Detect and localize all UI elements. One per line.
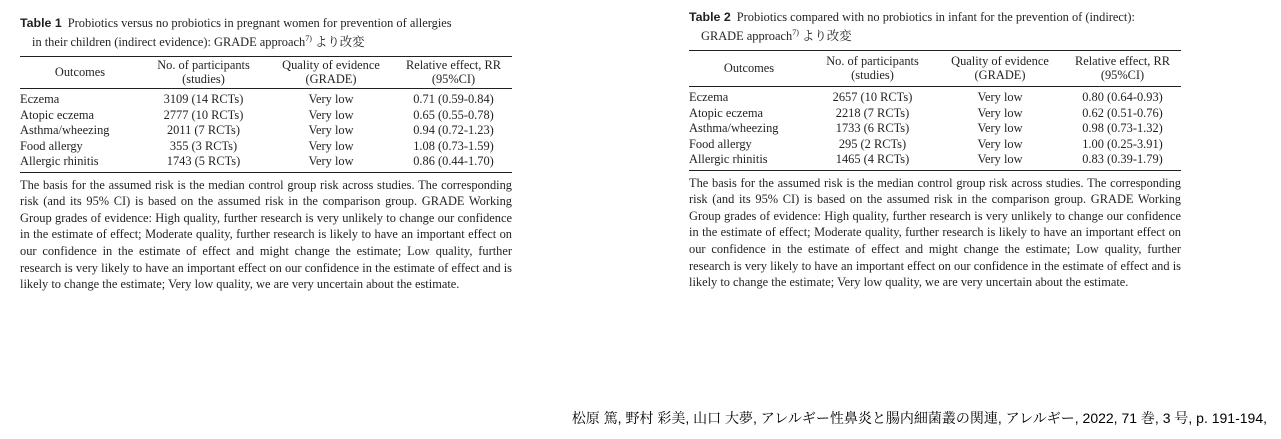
table-2-label: Table 2	[689, 10, 731, 24]
cell-outcome: Eczema	[20, 92, 60, 107]
cell-participants: 295 (2 RCTs)	[838, 136, 907, 151]
table-2	[689, 50, 1181, 171]
table-row	[20, 154, 512, 172]
table-1-footnote: The basis for the assumed risk is the median control group risk across studies. The corresponding risk (and its 95% CI) is based on the assumed risk in the comparison group. GRADE Working Group grades of evidence: High quality, further research is very unlikely to change our confidence in the estimate of effect; Moderate quality, further research is likely to have an important effect on our confidence in the estimate of effect and might change the estimate; Low quality, further research is very likely to have an important effect on our confidence in the estimate of effect and is likely to change the estimate; Very low quality, we are very uncertain about the estimate.	[20, 177, 512, 292]
cell-participants: 2011 (7 RCTs)	[166, 123, 241, 138]
cell-quality: Very low	[977, 136, 1023, 151]
cell-outcome: Atopic eczema	[20, 107, 94, 122]
table-2-title-suffix: より改変	[798, 29, 852, 44]
table-2-title-line1: Probiotics compared with no probiotics in infant for the prevention of (indirect):	[736, 10, 1135, 24]
cell-outcome: Allergic rhinitis	[689, 152, 768, 167]
header-participants	[809, 51, 936, 87]
table-1-block	[20, 15, 512, 293]
cell-quality: Very low	[308, 123, 354, 138]
cell-participants: 2777 (10 RCTs)	[163, 107, 244, 122]
header-participants	[140, 57, 267, 89]
table-1-title-sup: 7)	[305, 34, 312, 43]
header-participants-line1: No. of participants	[826, 54, 919, 69]
cell-outcome: Food allergy	[20, 138, 83, 153]
cell-participants: 2218 (7 RCTs)	[835, 105, 910, 120]
table-row	[20, 123, 512, 139]
table-2-title-sup: 7)	[792, 28, 799, 37]
cell-quality: Very low	[308, 138, 354, 153]
cell-outcome: Asthma/wheezing	[20, 123, 110, 138]
table-2-caption	[689, 9, 1181, 44]
cell-participants: 1465 (4 RCTs)	[835, 152, 910, 167]
cell-quality: Very low	[977, 90, 1023, 105]
cell-effect: 0.94 (0.72-1.23)	[413, 123, 494, 138]
header-participants-line2: (studies)	[182, 71, 225, 86]
header-quality	[936, 51, 1064, 87]
cell-effect: 1.08 (0.73-1.59)	[413, 138, 494, 153]
table-row	[689, 121, 1181, 137]
header-quality-line2: (GRADE)	[974, 67, 1026, 82]
header-participants-line1: No. of participants	[157, 58, 250, 73]
table-1-title-line1: Probiotics versus no probiotics in pregnant women for prevention of allergies	[67, 16, 452, 30]
cell-participants: 2657 (10 RCTs)	[832, 90, 913, 105]
cell-participants: 355 (3 RCTs)	[169, 138, 238, 153]
header-outcomes-text: Outcomes	[723, 60, 775, 75]
cell-effect: 0.62 (0.51-0.76)	[1082, 105, 1163, 120]
table-2-header-row	[689, 51, 1181, 87]
cell-effect: 0.86 (0.44-1.70)	[413, 154, 494, 169]
cell-effect: 0.80 (0.64-0.93)	[1082, 90, 1163, 105]
cell-effect: 1.00 (0.25-3.91)	[1082, 136, 1163, 151]
cell-effect: 0.98 (0.73-1.32)	[1082, 121, 1163, 136]
citation-text: 松原 篤, 野村 彩美, 山口 大夢, アレルギー性鼻炎と腸内細菌叢の関連, アレルギー, 2022, 71 巻, 3 号, p. 191-194,	[571, 410, 1267, 426]
cell-outcome: Eczema	[689, 90, 729, 105]
header-quality-line1: Quality of evidence	[951, 54, 1049, 69]
table-1	[20, 56, 512, 173]
table-1-caption	[20, 15, 512, 50]
table-1-title-line2: in their children (indirect evidence): GRADE approach	[32, 35, 306, 50]
header-quality-line1: Quality of evidence	[282, 58, 380, 73]
cell-effect: 0.71 (0.59-0.84)	[413, 92, 494, 107]
cell-effect: 0.65 (0.55-0.78)	[413, 107, 494, 122]
table-1-header-row	[20, 57, 512, 89]
table-row	[689, 152, 1181, 170]
table-row	[20, 139, 512, 155]
header-quality	[267, 57, 395, 89]
table-row	[689, 137, 1181, 153]
table-row	[689, 106, 1181, 122]
header-effect-line2: (95%CI)	[431, 71, 476, 86]
header-outcomes-text: Outcomes	[54, 64, 106, 79]
header-relative-effect	[395, 57, 512, 89]
cell-outcome: Asthma/wheezing	[689, 121, 779, 136]
cell-quality: Very low	[308, 154, 354, 169]
cell-outcome: Allergic rhinitis	[20, 154, 99, 169]
table-row	[689, 87, 1181, 106]
cell-quality: Very low	[308, 92, 354, 107]
header-outcomes	[20, 57, 140, 89]
header-outcomes	[689, 51, 809, 87]
cell-participants: 1743 (5 RCTs)	[166, 154, 241, 169]
table-1-label: Table 1	[20, 16, 62, 30]
cell-outcome: Atopic eczema	[689, 105, 763, 120]
cell-effect: 0.83 (0.39-1.79)	[1082, 152, 1163, 167]
header-participants-line2: (studies)	[851, 67, 894, 82]
cell-quality: Very low	[308, 107, 354, 122]
cell-participants: 3109 (14 RCTs)	[163, 92, 244, 107]
header-effect-line1: Relative effect, RR	[405, 58, 502, 73]
cell-outcome: Food allergy	[689, 136, 752, 151]
cell-quality: Very low	[977, 105, 1023, 120]
table-1-title-suffix: より改変	[311, 35, 365, 50]
table-2-block	[689, 9, 1181, 291]
header-effect-line2: (95%CI)	[1100, 67, 1145, 82]
cell-quality: Very low	[977, 152, 1023, 167]
table-row	[20, 108, 512, 124]
cell-participants: 1733 (6 RCTs)	[835, 121, 910, 136]
table-2-title-line2: GRADE approach	[701, 29, 793, 44]
header-relative-effect	[1064, 51, 1181, 87]
table-2-footnote: The basis for the assumed risk is the median control group risk across studies. The corresponding risk (and its 95% CI) is based on the assumed risk in the comparison group. GRADE Working Group grades of evidence: High quality, further research is very unlikely to change our confidence in the estimate of effect; Moderate quality, further research is likely to have an important effect on our confidence in the estimate of effect and might change the estimate; Low quality, further research is very likely to have an important effect on our confidence in the estimate of effect and is likely to change the estimate; Very low quality, we are very uncertain about the estimate.	[689, 175, 1181, 290]
cell-quality: Very low	[977, 121, 1023, 136]
table-row	[20, 89, 512, 108]
header-quality-line2: (GRADE)	[305, 71, 357, 86]
header-effect-line1: Relative effect, RR	[1074, 54, 1171, 69]
